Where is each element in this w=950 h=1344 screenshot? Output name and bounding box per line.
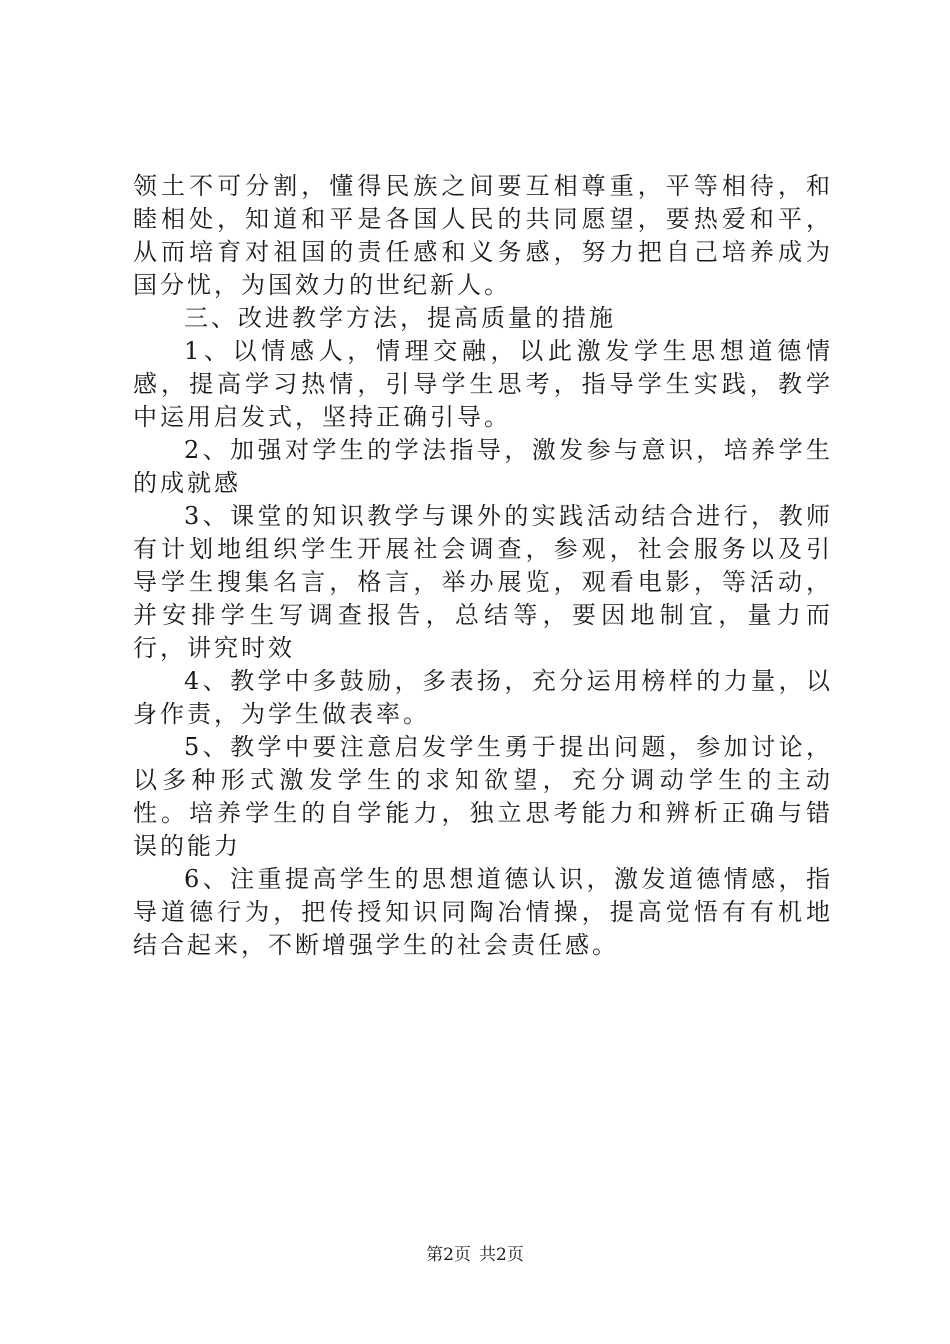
section-heading: 三、改进教学方法，提高质量的措施 — [184, 304, 616, 332]
list-item: 5、教学中要注意启发学生勇于提出问题，参加讨论，以多种形式激发学生的求知欲望，充分调动学生的主动性。培养学生的自学能力，独立思考能力和辨析正确与错误的能力 — [133, 733, 833, 860]
page-number: 第2页 — [426, 1245, 471, 1265]
page-footer — [0, 1243, 950, 1267]
page-total: 共2页 — [479, 1245, 524, 1265]
list-item: 6、注重提高学生的思想道德认识，激发道德情感，指导道德行为，把传授知识同陶冶情操，提高觉悟有有机地结合起来，不断增强学生的社会责任感。 — [133, 865, 833, 959]
list-item: 2、加强对学生的学法指导，激发参与意识，培养学生的成就感 — [133, 436, 833, 497]
list-item: 1、以情感人，情理交融，以此激发学生思想道德情感，提高学习热情，引导学生思考，指导学生实践，教学中运用启发式，坚持正确引导。 — [133, 337, 833, 431]
paragraph-continuation: 领土不可分割，懂得民族之间要互相尊重，平等相待，和睦相处，知道和平是各国人民的共同愿望，要热爱和平，从而培育对祖国的责任感和义务感，努力把自己培养成为国分忧，为国效力的世纪新人。 — [133, 172, 833, 299]
document-body — [133, 170, 833, 962]
list-item: 3、课堂的知识教学与课外的实践活动结合进行，教师有计划地组织学生开展社会调查，参观，社会服务以及引导学生搜集名言，格言，举办展览，观看电影，等活动，并安排学生写调查报告，总结等，要因地制宜，量力而行，讲究时效 — [133, 502, 833, 662]
list-item: 4、教学中多鼓励，多表扬，充分运用榜样的力量，以身作责，为学生做表率。 — [133, 667, 833, 728]
